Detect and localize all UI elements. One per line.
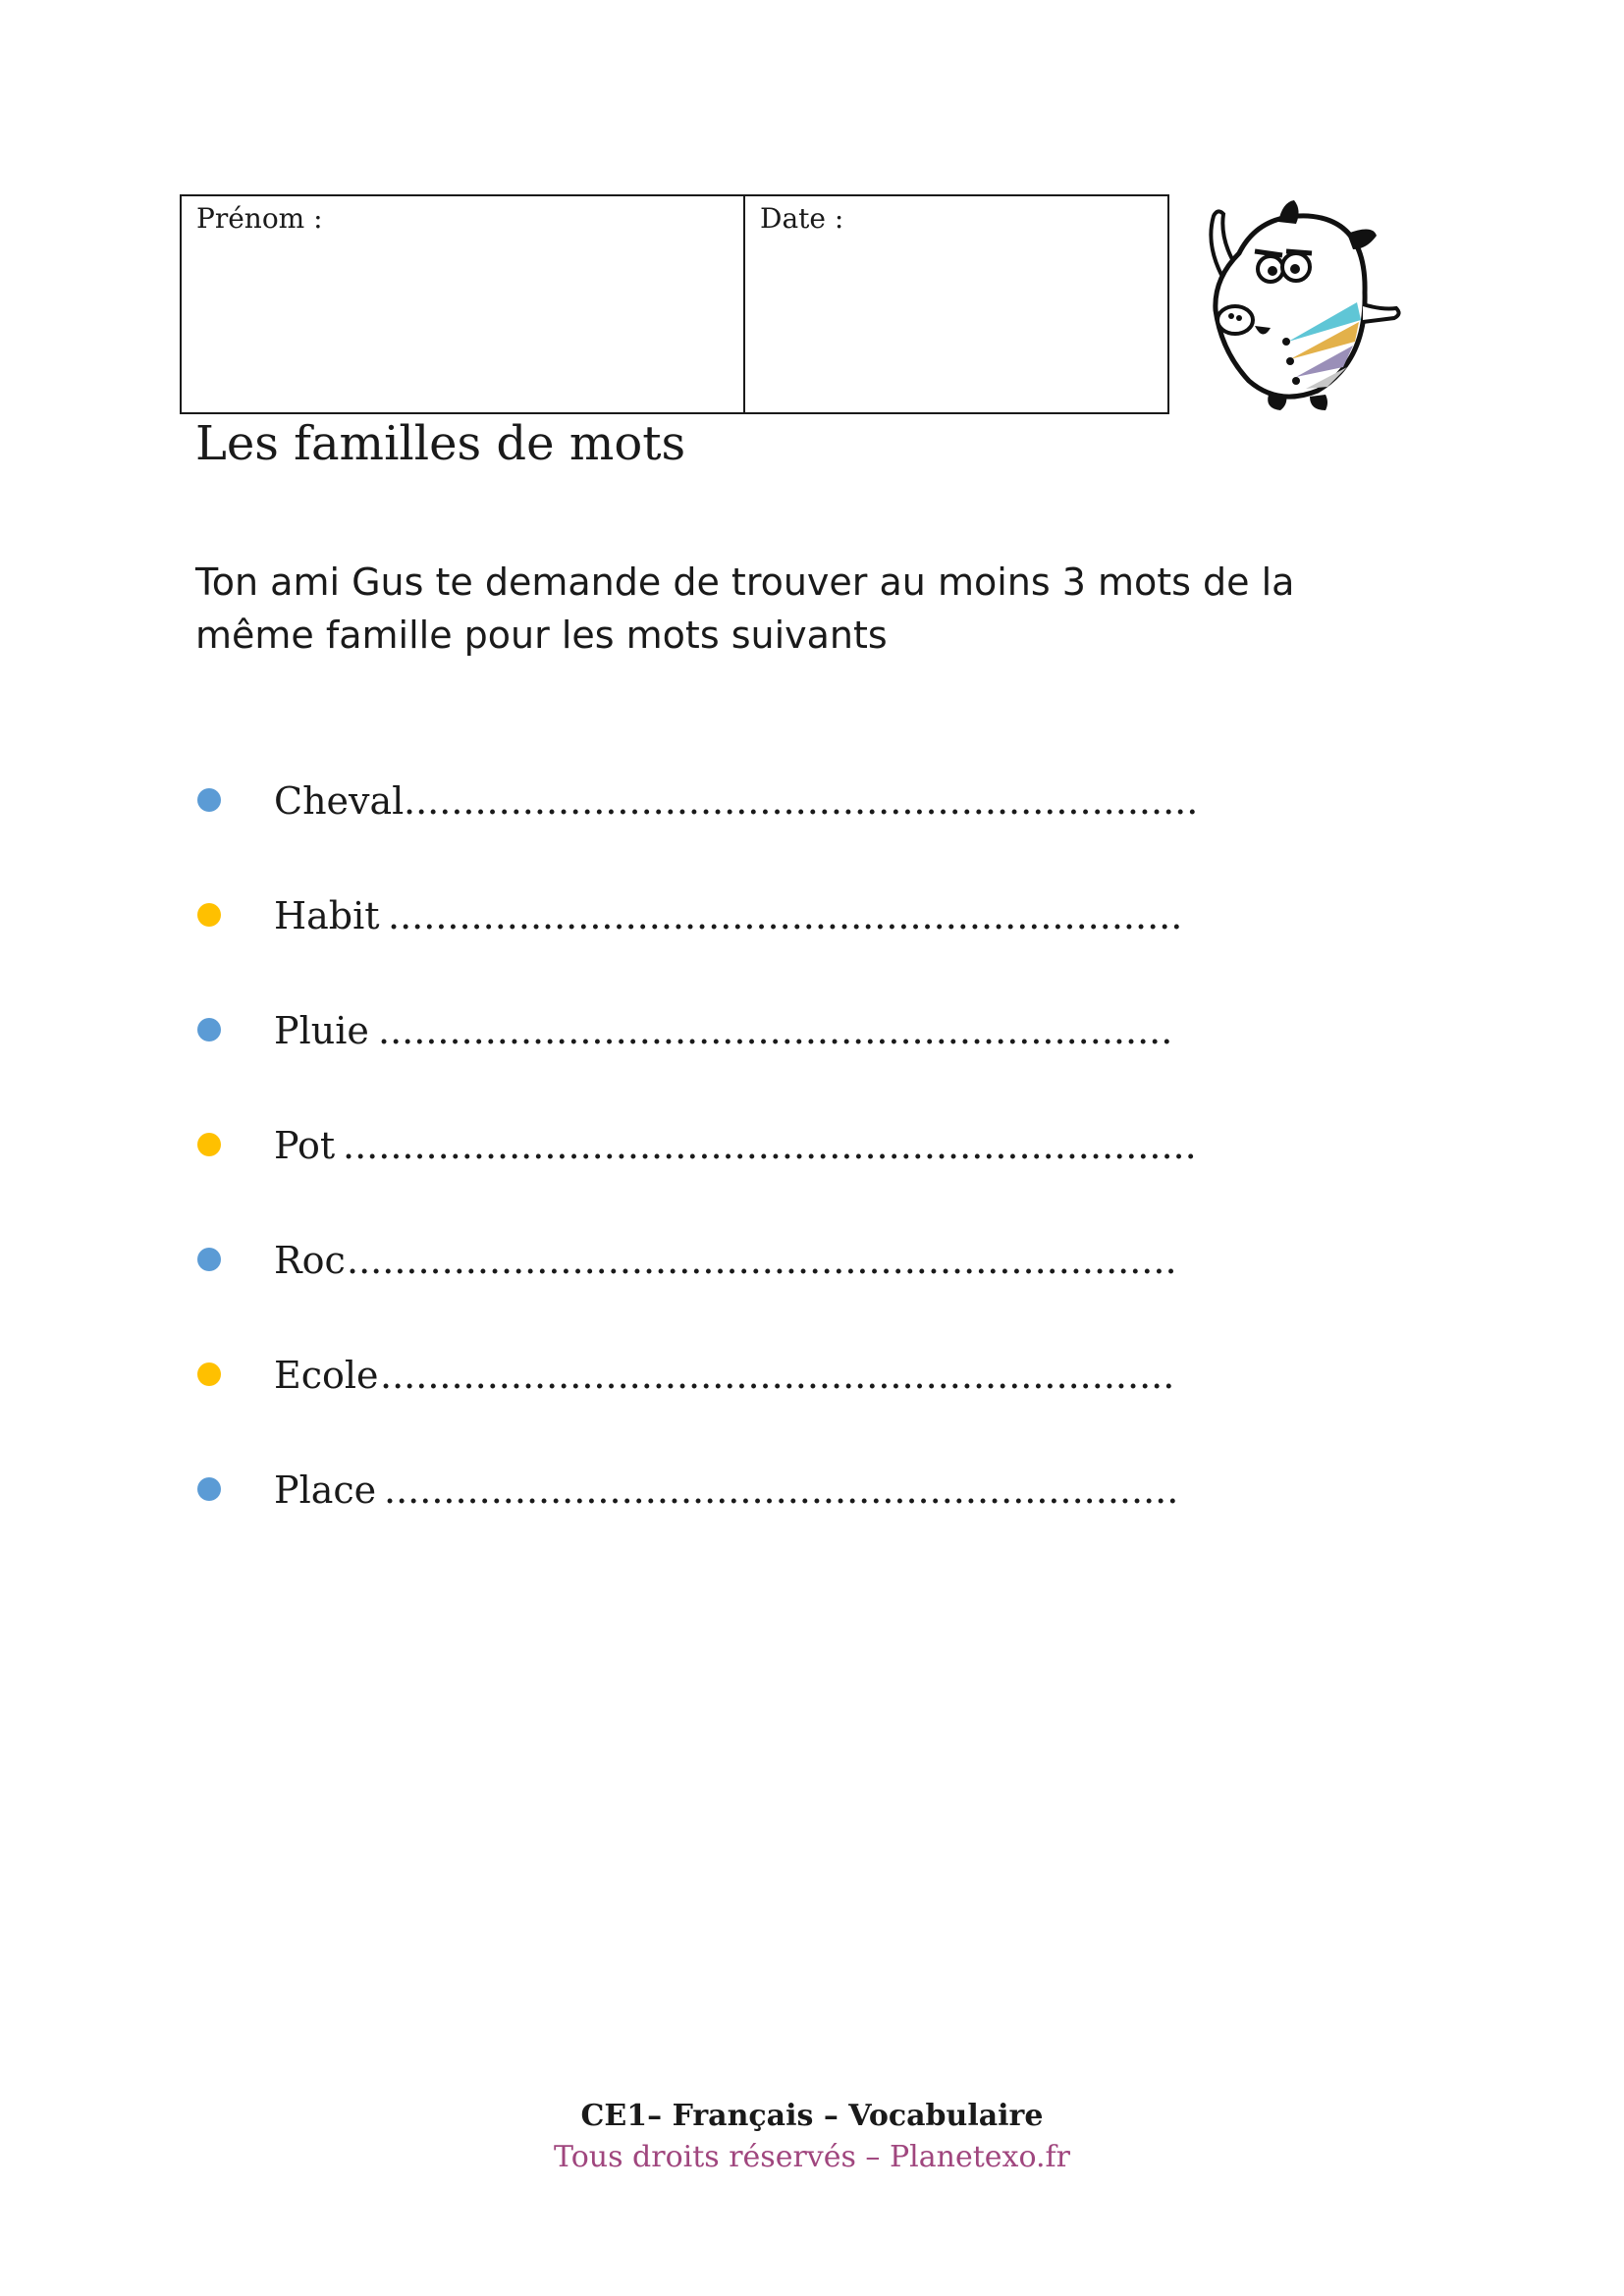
bullet-dot-icon [197, 903, 221, 927]
answer-line[interactable]: ................................................................... [378, 1009, 1173, 1052]
word-label: Roc [274, 1239, 346, 1282]
bullet-dot-icon [197, 1362, 221, 1386]
answer-line[interactable]: ........................................................................ [343, 1124, 1197, 1167]
list-item [195, 1006, 1295, 1055]
word-label: Pluie [274, 1009, 369, 1052]
bullet-dot-icon [197, 1477, 221, 1501]
list-item [195, 1466, 1295, 1515]
word-label: Pot [274, 1124, 336, 1167]
answer-line[interactable]: ................................................................... [404, 779, 1199, 823]
footer-rights: Tous droits réservés – Planetexo.fr [554, 2140, 1070, 2174]
word-label: Habit [274, 894, 380, 937]
bullet-dot-icon [197, 1248, 221, 1271]
list-item [195, 776, 1295, 826]
answer-line[interactable]: ................................................................... [380, 1354, 1175, 1397]
gus-mascot-icon [1200, 194, 1412, 416]
date-label: Date : [760, 202, 844, 235]
bullet-dot-icon [197, 1018, 221, 1041]
word-label: Ecole [274, 1354, 379, 1397]
word-label: Place [274, 1468, 377, 1512]
list-item [195, 1351, 1295, 1400]
bullet-dot-icon [197, 788, 221, 812]
word-label: Cheval [274, 779, 405, 823]
list-item [195, 891, 1295, 940]
bullet-dot-icon [197, 1133, 221, 1156]
list-item [195, 1236, 1295, 1285]
instruction-text: Ton ami Gus te demande de trouver au moins 3 mots de la même famille pour les mots suivants [195, 561, 1295, 657]
date-field[interactable] [745, 196, 1167, 412]
answer-line[interactable]: ................................................................... [388, 894, 1183, 937]
student-info-box [180, 194, 1169, 414]
list-item [195, 1121, 1295, 1170]
footer-course: CE1– Français – Vocabulaire [580, 2099, 1044, 2133]
answer-line[interactable]: ................................................................... [384, 1468, 1179, 1512]
answer-line[interactable]: ...................................................................... [347, 1239, 1177, 1282]
name-label: Prénom : [196, 202, 323, 235]
page-title: Les familles de mots [195, 416, 686, 471]
name-field[interactable] [182, 196, 745, 412]
